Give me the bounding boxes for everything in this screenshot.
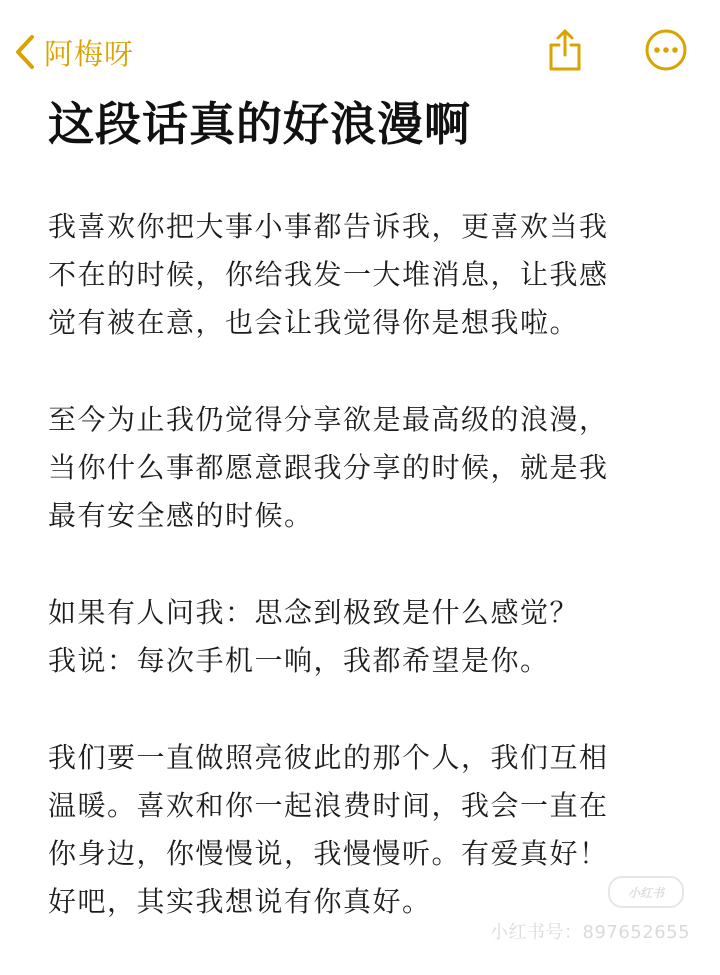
more-icon (644, 28, 688, 76)
share-button[interactable] (541, 28, 589, 76)
back-label: 阿梅呀 (44, 36, 135, 71)
paragraph (48, 734, 676, 926)
paragraph (48, 396, 676, 540)
text-line: 我喜欢你把大事小事都告诉我，更喜欢当我 (48, 210, 609, 243)
text-line: 至今为止我仍觉得分享欲是最高级的浪漫， (48, 403, 609, 436)
watermark-id: 小红书号：897652655 (490, 922, 691, 943)
chevron-left-icon (14, 34, 36, 70)
note-title: 这段话真的好浪漫啊 (48, 97, 471, 151)
paragraph (48, 203, 676, 347)
text-line: 如果有人问我：思念到极致是什么感觉？ (48, 596, 580, 629)
text-line: 好吧，其实我想说有你真好。 (48, 885, 432, 918)
share-icon (545, 27, 585, 77)
text-line: 我说：每次手机一响，我都希望是你。 (48, 644, 550, 677)
more-button[interactable] (642, 28, 690, 76)
note-body[interactable] (48, 203, 676, 975)
text-line: 不在的时候，你给我发一大堆消息，让我感 (48, 258, 609, 291)
text-line: 当你什么事都愿意跟我分享的时候，就是我 (48, 451, 609, 484)
text-line: 你身边，你慢慢说，我慢慢听。有爱真好！ (48, 837, 609, 870)
text-line: 觉有被在意，也会让我觉得你是想我啦。 (48, 306, 580, 339)
text-line: 温暖。喜欢和你一起浪费时间，我会一直在 (48, 789, 609, 822)
back-button[interactable] (14, 28, 134, 76)
text-line: 最有安全感的时候。 (48, 499, 314, 532)
text-line: 我们要一直做照亮彼此的那个人，我们互相 (48, 741, 609, 774)
navigation-bar (0, 22, 720, 82)
paragraph (48, 589, 676, 685)
watermark-logo: 小红书 (608, 876, 684, 908)
